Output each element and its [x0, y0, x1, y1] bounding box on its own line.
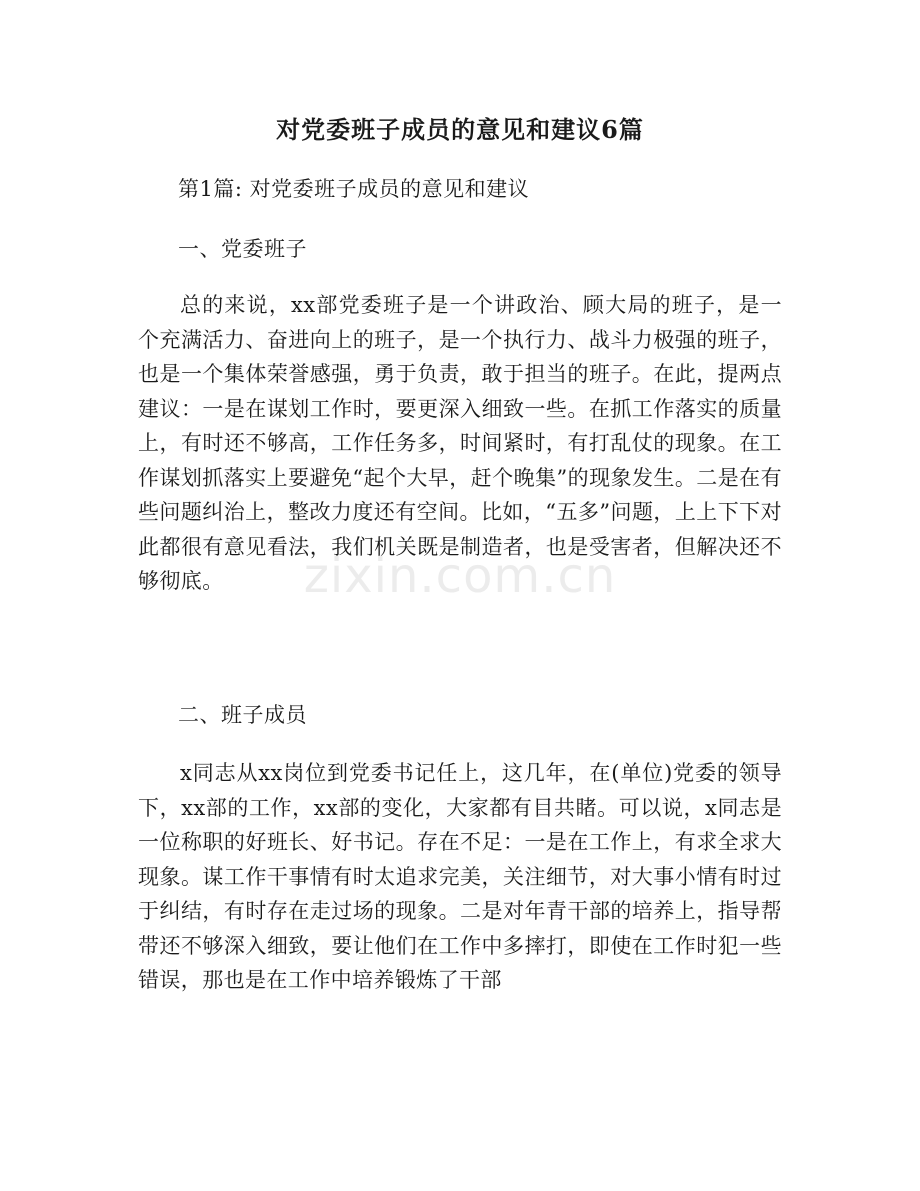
part1-heading: 一、党委班子: [178, 237, 307, 261]
document-title: 对党委班子成员的意见和建议6篇: [276, 115, 644, 144]
watermark: zixin.com.cn: [303, 548, 617, 604]
section-heading: 第1篇: 对党委班子成员的意见和建议: [178, 177, 530, 201]
part1-paragraph: 总的来说，xx部党委班子是一个讲政治、顾大局的班子，是一个充满活力、奋进向上的班子，是一个执行力、战斗力极强的班子，也是一个集体荣誉感强，勇于负责，敢于担当的班子。在此，提两点建议：一是在谋划工作时，要更深入细致一些。在抓工作落实的质量上，有时还不够高，工作任务多，时间紧时，有打乱仗的现象。在工作谋划抓落实上要避免“起个大早，赶个晚集”的现象发生。二是在有些问题纠治上，整改力度还有空间。比如，“五多”问题，上上下下对此都很有意见看法，我们机关既是制造者，也是受害者，但解决还不够彻底。: [138, 293, 782, 593]
part2-paragraph: x同志从xx岗位到党委书记任上，这几年，在(单位)党委的领导下，xx部的工作，xx部的变化，大家都有目共睹。可以说，x同志是一位称职的好班长、好书记。存在不足：一是在工作上，有求全求大现象。谋工作干事情有时太追求完美，关注细节，对大事小情有时过于纠结，有时存在走过场的现象。二是对年青干部的培养上，指导帮带还不够深入细致，要让他们在工作中多摔打，即使在工作时犯一些错误，那也是在工作中培养锻炼了干部: [138, 761, 782, 992]
part2-heading: 二、班子成员: [178, 703, 307, 727]
